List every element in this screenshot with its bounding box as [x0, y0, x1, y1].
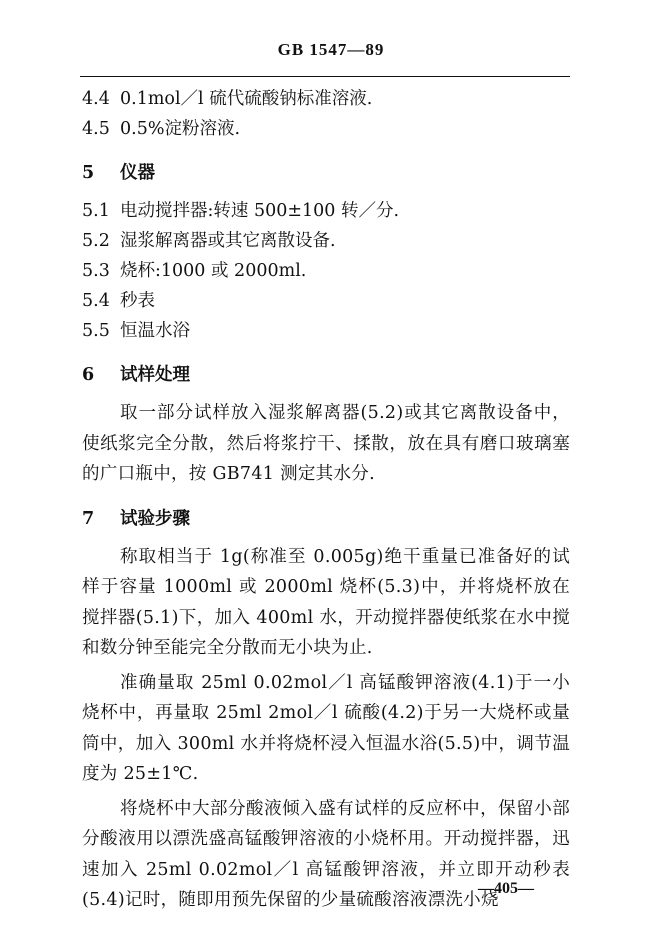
item-number: 4.4 [82, 89, 110, 109]
paragraph: 称取相当于 1g(称准至 0.005g)绝干重量已准备好的试样于容量 1000ml 或 2000ml 烧杯(5.3)中，并将烧杯放在搅拌器(5.1)下，加入 400ml 水，开动搅拌器使纸浆在水中搅和数分钟至能完全分散而无小块为止. [82, 546, 570, 658]
section-title: 试样处理 [120, 365, 190, 385]
list-item [82, 84, 570, 114]
item-text: 秒表 [120, 291, 155, 311]
item-text: 恒温水浴 [120, 321, 190, 341]
item-text: 0.5%淀粉溶液. [120, 119, 241, 139]
item-text: 烧杯:1000 或 2000ml. [120, 261, 307, 281]
paragraph: 准确量取 25ml 0.02mol／l 高锰酸钾溶液(4.1)于一小烧杯中，再量取 25ml 2mol／l 硫酸(4.2)于另一大烧杯或量筒中，加入 300ml 水并将烧杯浸入恒温水浴(5.5)中，调节温度为 25±1℃. [82, 672, 570, 784]
item-text: 电动搅拌器:转速 500±100 转／分. [120, 201, 400, 221]
item-number: 5.1 [82, 201, 110, 221]
item-text: 0.1mol／l 硫代硫酸钠标准溶液. [120, 89, 373, 109]
list-item [82, 286, 570, 316]
list-item [82, 114, 570, 144]
paragraph: 取一部分试样放入湿浆解离器(5.2)或其它离散设备中，使纸浆完全分散，然后将浆拧干、揉散，放在具有磨口玻璃塞的广口瓶中，按 GB741 测定其水分. [82, 403, 570, 484]
page-content [82, 84, 570, 916]
item-number: 5.5 [82, 321, 110, 341]
item-number: 5.4 [82, 291, 110, 311]
list-item [82, 196, 570, 226]
page-header: GB 1547—89 [277, 40, 385, 59]
item-text: 湿浆解离器或其它离散设备. [120, 231, 336, 251]
section-title: 仪器 [120, 163, 155, 183]
paragraph: 将烧杯中大部分酸液倾入盛有试样的反应杯中，保留小部分酸液用以漂洗盛高锰酸钾溶液的小烧杯用。开动搅拌器，迅速加入 25ml 0.02mol／l 高锰酸钾溶液，并立即开动秒表(5.4)记时，随即用预先保留的少量硫酸溶液漂洗小烧 [82, 798, 570, 910]
header-rule [80, 76, 570, 77]
item-number: 5.2 [82, 231, 110, 251]
list-item [82, 316, 570, 346]
section-number: 5 [82, 163, 95, 183]
section-number: 7 [82, 508, 95, 529]
list-item [82, 256, 570, 286]
item-number: 5.3 [82, 261, 110, 281]
section-heading [82, 158, 570, 188]
list-item [82, 226, 570, 256]
section-heading [82, 360, 570, 390]
section-title: 试验步骤 [120, 508, 190, 529]
item-number: 4.5 [82, 119, 110, 139]
section-heading [82, 504, 570, 534]
section-number: 6 [82, 365, 95, 385]
page-number: —405— [478, 880, 534, 897]
